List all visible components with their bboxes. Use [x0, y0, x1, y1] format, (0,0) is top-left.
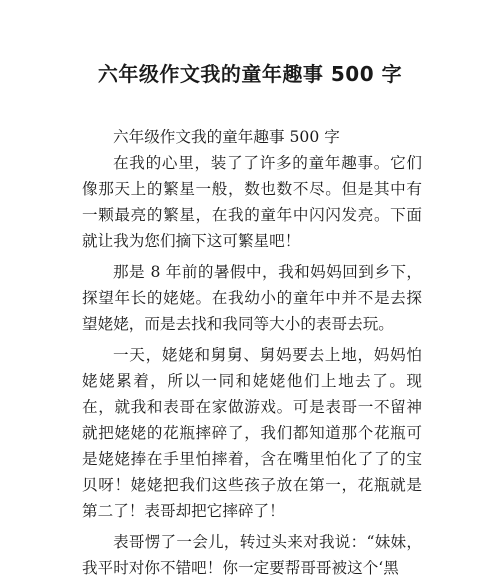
paragraph-4: 表哥愣了一会儿，转过头来对我说：“妹妹，我平时对你不错吧！你一定要帮哥哥被这个‘黑 — [82, 533, 422, 577]
document-subtitle: 六年级作文我的童年趣事 500 字 — [113, 128, 340, 146]
document-body — [82, 124, 422, 581]
paragraph-2: 那是 8 年前的暑假中，我和妈妈回到乡下，探望年长的姥姥。在我幼小的童年中并不是去探望姥姥，而是去找和我同等大小的表哥去玩。 — [82, 263, 422, 333]
document-title: 六年级作文我的童年趣事 500 字 — [97, 62, 403, 86]
paragraph-1: 在我的心里，装了了许多的童年趣事。它们像那天上的繁星一般，数也数不尽。但是其中有一颗最亮的繁星，在我的童年中闪闪发亮。下面就让我为您们摘下这可繁星吧！ — [82, 154, 422, 250]
paragraph-3: 一天，姥姥和舅舅、舅妈要去上地，妈妈怕姥姥累着，所以一同和姥姥他们上地去了。现在，就我和表哥在家做游戏。可是表哥一不留神就把姥姥的花瓶摔碎了，我们都知道那个花瓶可是姥姥捧在手里怕摔着，含在嘴里怕化了了的宝贝呀！姥姥把我们这些孩子放在第一，花瓶就是第二了！表哥却把它摔碎了！ — [82, 346, 422, 520]
